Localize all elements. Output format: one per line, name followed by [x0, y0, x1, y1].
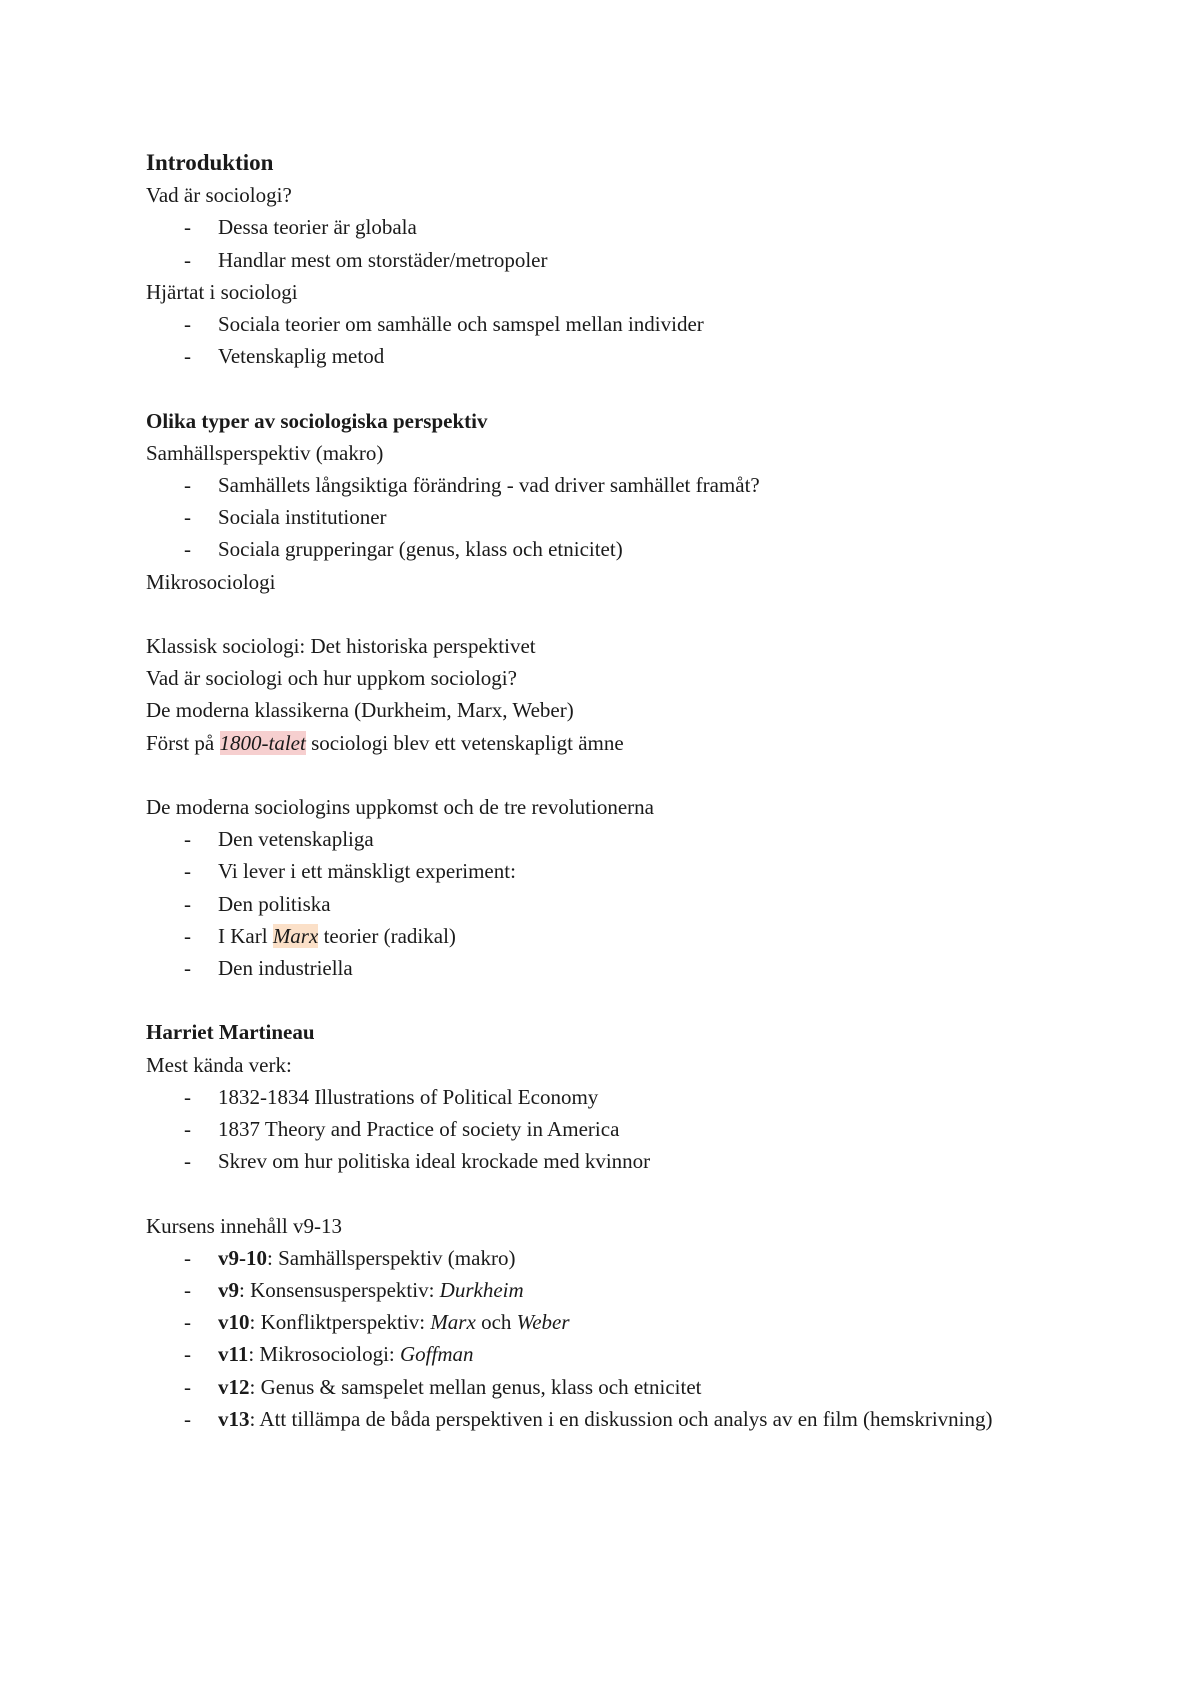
bullet-dash: -: [184, 827, 191, 852]
list-item: [146, 1242, 1066, 1274]
bullet-dash: -: [184, 1117, 191, 1142]
list-item-text: Den industriella: [218, 956, 353, 981]
revolutions-title: De moderna sociologins uppkomst och de tre revolutionerna: [146, 795, 654, 820]
bullet-dash: -: [184, 473, 191, 498]
heading-martineau: Harriet Martineau: [146, 1020, 315, 1045]
heading-introduktion: Introduktion: [146, 150, 274, 175]
week-label: v13: [218, 1406, 250, 1431]
document-page: [146, 147, 1066, 1435]
classical-line-4: [146, 727, 1066, 759]
text-run: teorier (radikal): [318, 923, 456, 948]
list-item: [146, 501, 1066, 533]
list-item-text: Samhällets långsiktiga förändring - vad driver samhället framåt?: [218, 473, 760, 498]
bullet-dash: -: [184, 859, 191, 884]
list-item: [146, 340, 1066, 372]
list-item: [146, 1403, 1066, 1435]
week-label: v10: [218, 1310, 250, 1335]
list-item: [146, 1081, 1066, 1113]
list-item: [146, 920, 1066, 952]
list-item-text: 1837 Theory and Practice of society in America: [218, 1117, 620, 1142]
list-item-text: 1832-1834 Illustrations of Political Economy: [218, 1084, 599, 1109]
list-item: [146, 308, 1066, 340]
list-item: [146, 533, 1066, 565]
bullet-dash: -: [184, 1084, 191, 1109]
list-item-text: Den politiska: [218, 891, 331, 916]
author-name: Durkheim: [439, 1278, 524, 1303]
spacer: [146, 1177, 1066, 1209]
list-item-text: Vetenskaplig metod: [218, 344, 385, 369]
classical-line-2: Vad är sociologi och hur uppkom sociologi?: [146, 666, 517, 691]
bullet-dash: -: [184, 344, 191, 369]
course-title: Kursens innehåll v9-13: [146, 1213, 342, 1238]
subheading-hjartat: Hjärtat i sociologi: [146, 279, 298, 304]
bullet-dash: -: [184, 923, 191, 948]
list-item: [146, 469, 1066, 501]
week-label: v12: [218, 1374, 250, 1399]
list-item-text: Handlar mest om storstäder/metropoler: [218, 247, 548, 272]
bullet-dash: -: [184, 505, 191, 530]
list-item: [146, 244, 1066, 276]
classical-line-1: Klassisk sociologi: Det historiska perspektivet: [146, 634, 536, 659]
text-run: : Mikrosociologi:: [248, 1342, 401, 1367]
highlight-marx: Marx: [272, 923, 319, 948]
week-label: v11: [218, 1342, 249, 1367]
bullet-dash: -: [184, 1406, 191, 1431]
list-item: [146, 855, 1066, 887]
list-item: [146, 211, 1066, 243]
text-run: : Konsensusperspektiv:: [239, 1278, 440, 1303]
classical-line-3: De moderna klassikerna (Durkheim, Marx, Weber): [146, 698, 574, 723]
text-run: Först på: [146, 730, 220, 755]
highlight-1800-talet: 1800-talet: [219, 730, 306, 755]
bullet-dash: -: [184, 215, 191, 240]
list-item-text: Sociala institutioner: [218, 505, 387, 530]
bullet-dash: -: [184, 312, 191, 337]
list-item: [146, 1113, 1066, 1145]
subheading-makro: Samhällsperspektiv (makro): [146, 440, 384, 465]
bullet-dash: -: [184, 1245, 191, 1270]
list-item: [146, 1371, 1066, 1403]
list-item-text: Vi lever i ett mänskligt experiment:: [218, 859, 516, 884]
subheading-verk: Mest kända verk:: [146, 1052, 292, 1077]
bullet-dash: -: [184, 1374, 191, 1399]
subheading-mikro: Mikrosociologi: [146, 569, 276, 594]
text-run: : Konfliktperspektiv:: [249, 1310, 431, 1335]
bullet-dash: -: [184, 956, 191, 981]
question-vad-ar-sociologi: Vad är sociologi?: [146, 183, 292, 208]
text-run: : Samhällsperspektiv (makro): [267, 1245, 516, 1270]
list-item: [146, 1145, 1066, 1177]
list-item: [146, 1306, 1066, 1338]
list-item: [146, 888, 1066, 920]
bullet-dash: -: [184, 537, 191, 562]
spacer: [146, 759, 1066, 791]
author-name: Marx: [430, 1310, 476, 1335]
text-run: : Att tillämpa de båda perspektiven i en diskussion och analys av en film (hemskrivning): [249, 1406, 993, 1431]
list-item: [146, 823, 1066, 855]
list-item: [146, 1274, 1066, 1306]
bullet-dash: -: [184, 1310, 191, 1335]
list-item: [146, 1338, 1066, 1370]
bullet-dash: -: [184, 1149, 191, 1174]
list-item-text: Skrev om hur politiska ideal krockade med kvinnor: [218, 1149, 651, 1174]
bullet-dash: -: [184, 1342, 191, 1367]
list-item-text: Sociala teorier om samhälle och samspel mellan individer: [218, 312, 704, 337]
author-name: Weber: [516, 1310, 570, 1335]
text-run: I Karl: [218, 923, 273, 948]
spacer: [146, 984, 1066, 1016]
week-label: v9-10: [218, 1245, 267, 1270]
text-run: sociologi blev ett vetenskapligt ämne: [305, 730, 624, 755]
list-item: [146, 952, 1066, 984]
author-name: Goffman: [400, 1342, 474, 1367]
list-item-text: Sociala grupperingar (genus, klass och etnicitet): [218, 537, 623, 562]
bullet-dash: -: [184, 247, 191, 272]
spacer: [146, 372, 1066, 404]
bullet-dash: -: [184, 891, 191, 916]
list-item-text: Den vetenskapliga: [218, 827, 374, 852]
list-item-text: Dessa teorier är globala: [218, 215, 417, 240]
text-run: och: [475, 1310, 517, 1335]
text-run: : Genus & samspelet mellan genus, klass och etnicitet: [249, 1374, 702, 1399]
heading-perspektiv: Olika typer av sociologiska perspektiv: [146, 408, 488, 433]
week-label: v9: [218, 1278, 239, 1303]
bullet-dash: -: [184, 1278, 191, 1303]
spacer: [146, 598, 1066, 630]
